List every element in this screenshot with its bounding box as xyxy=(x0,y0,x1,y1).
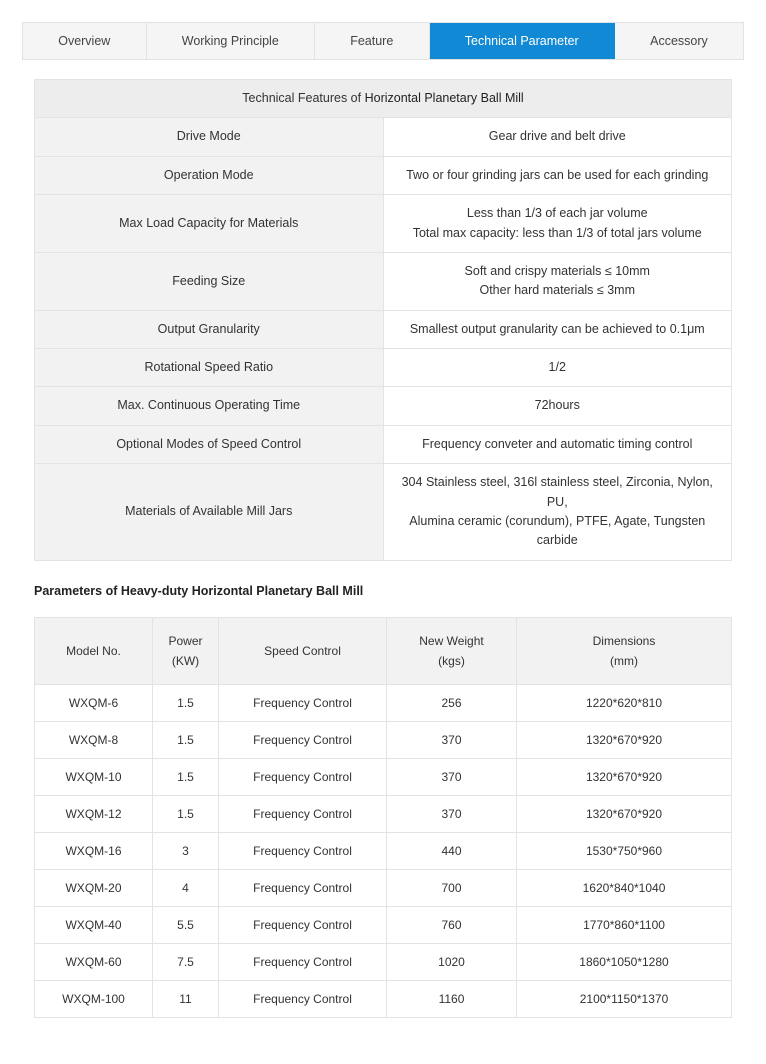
table-row xyxy=(35,981,732,1018)
table-row xyxy=(35,425,732,463)
table-row xyxy=(35,118,732,156)
cell-power: 5.5 xyxy=(153,907,219,944)
cell-power: 1.5 xyxy=(153,722,219,759)
cell-dimensions: 2100*1150*1370 xyxy=(517,981,732,1018)
table-row xyxy=(35,156,732,194)
cell-dimensions: 1860*1050*1280 xyxy=(517,944,732,981)
table-row xyxy=(35,464,732,561)
spec-row-value-line: Alumina ceramic (corundum), PTFE, Agate, Tungsten carbide xyxy=(409,513,706,548)
spec-row-value-line: Total max capacity: less than 1/3 of total jars volume xyxy=(412,225,702,240)
technical-features-table xyxy=(34,79,732,561)
column-header-main: Dimensions xyxy=(592,633,656,648)
spec-row-label: Max. Continuous Operating Time xyxy=(35,387,384,425)
cell-power: 7.5 xyxy=(153,944,219,981)
cell-model: WXQM-16 xyxy=(35,833,153,870)
table-row xyxy=(35,349,732,387)
cell-speed: Frequency Control xyxy=(219,981,387,1018)
spec-row-label: Rotational Speed Ratio xyxy=(35,349,384,387)
cell-weight: 760 xyxy=(387,907,517,944)
spec-row-value xyxy=(383,387,732,425)
spec-row-value xyxy=(383,464,732,561)
cell-dimensions: 1320*670*920 xyxy=(517,759,732,796)
spec-row-value-line: Gear drive and belt drive xyxy=(488,129,626,144)
cell-model: WXQM-6 xyxy=(35,685,153,722)
title-prefix: Technical Features of xyxy=(242,91,365,105)
technical-features-table-wrapper xyxy=(34,79,732,561)
cell-weight: 370 xyxy=(387,722,517,759)
parameters-table xyxy=(34,617,732,1019)
cell-dimensions: 1220*620*810 xyxy=(517,685,732,722)
table-row xyxy=(35,310,732,348)
cell-weight: 1160 xyxy=(387,981,517,1018)
table-row xyxy=(35,944,732,981)
column-header-unit: (KW) xyxy=(171,654,200,669)
tab-accessory[interactable]: Accessory xyxy=(650,34,708,48)
spec-row-value xyxy=(383,349,732,387)
spec-row-value-line: Other hard materials ≤ 3mm xyxy=(479,283,636,298)
cell-power: 1.5 xyxy=(153,796,219,833)
column-header xyxy=(153,617,219,685)
table-row xyxy=(35,722,732,759)
cell-model: WXQM-60 xyxy=(35,944,153,981)
spec-row-label: Output Granularity xyxy=(35,310,384,348)
technical-features-title xyxy=(35,80,732,118)
spec-row-label: Feeding Size xyxy=(35,252,384,310)
cell-weight: 370 xyxy=(387,759,517,796)
spec-row-value-line: Two or four grinding jars can be used for each grinding xyxy=(406,167,709,182)
column-header-unit: (mm) xyxy=(610,654,638,669)
column-header xyxy=(387,617,517,685)
column-header-main: Model No. xyxy=(66,643,121,658)
spec-row-label: Optional Modes of Speed Control xyxy=(35,425,384,463)
cell-power: 4 xyxy=(153,870,219,907)
tab-working-principle[interactable]: Working Principle xyxy=(147,23,315,59)
spec-row-value xyxy=(383,425,732,463)
table-row xyxy=(35,833,732,870)
cell-speed: Frequency Control xyxy=(219,944,387,981)
spec-row-label: Drive Mode xyxy=(35,118,384,156)
spec-row-value xyxy=(383,118,732,156)
cell-weight: 440 xyxy=(387,833,517,870)
cell-weight: 1020 xyxy=(387,944,517,981)
cell-model: WXQM-10 xyxy=(35,759,153,796)
column-header-main: Speed Control xyxy=(264,643,341,658)
table-row xyxy=(35,870,732,907)
spec-row-label: Operation Mode xyxy=(35,156,384,194)
table-row xyxy=(35,907,732,944)
parameters-section-heading: Parameters of Heavy-duty Horizontal Planetary Ball Mill xyxy=(34,583,364,598)
table-row xyxy=(35,252,732,310)
spec-row-value-line: 304 Stainless steel, 316l stainless steel, Zirconia, Nylon, PU, xyxy=(401,475,713,509)
technical-features-title-row xyxy=(35,80,732,118)
cell-speed: Frequency Control xyxy=(219,722,387,759)
spec-row-value-line: Less than 1/3 of each jar volume xyxy=(466,206,648,221)
spec-row-value-line: Soft and crispy materials ≤ 10mm xyxy=(464,263,650,278)
parameters-table-wrapper xyxy=(34,617,732,1019)
spec-row-value-line: 1/2 xyxy=(548,360,566,374)
cell-model: WXQM-8 xyxy=(35,722,153,759)
cell-model: WXQM-20 xyxy=(35,870,153,907)
cell-dimensions: 1320*670*920 xyxy=(517,796,732,833)
cell-speed: Frequency Control xyxy=(219,833,387,870)
spec-row-label: Max Load Capacity for Materials xyxy=(35,195,384,253)
table-row xyxy=(35,387,732,425)
cell-power: 3 xyxy=(153,833,219,870)
column-header xyxy=(219,617,387,685)
cell-dimensions: 1530*750*960 xyxy=(517,833,732,870)
spec-row-value xyxy=(383,252,732,310)
table-row xyxy=(35,685,732,722)
cell-weight: 370 xyxy=(387,796,517,833)
cell-speed: Frequency Control xyxy=(219,870,387,907)
cell-power: 1.5 xyxy=(153,759,219,796)
column-header xyxy=(35,617,153,685)
spec-row-value xyxy=(383,310,732,348)
spec-row-value-line: Smallest output granularity can be achieved to 0.1μm xyxy=(409,321,705,336)
cell-dimensions: 1770*860*1100 xyxy=(517,907,732,944)
spec-row-value xyxy=(383,195,732,253)
cell-model: WXQM-100 xyxy=(35,981,153,1018)
cell-weight: 256 xyxy=(387,685,517,722)
column-header-main: Power xyxy=(168,633,203,648)
cell-weight: 700 xyxy=(387,870,517,907)
tab-technical-parameter[interactable]: Technical Parameter xyxy=(430,23,615,59)
spec-row-value xyxy=(383,156,732,194)
cell-dimensions: 1320*670*920 xyxy=(517,722,732,759)
cell-speed: Frequency Control xyxy=(219,907,387,944)
cell-power: 11 xyxy=(153,981,219,1018)
tab-bar xyxy=(22,22,744,60)
table-row xyxy=(35,796,732,833)
tab-feature[interactable]: Feature xyxy=(315,23,430,59)
column-header xyxy=(517,617,732,685)
tab-overview[interactable]: Overview xyxy=(23,23,147,59)
spec-row-value-line: 72hours xyxy=(534,398,580,413)
cell-model: WXQM-12 xyxy=(35,796,153,833)
title-highlight: Horizontal Planetary Ball Mill xyxy=(364,91,524,105)
cell-speed: Frequency Control xyxy=(219,685,387,722)
parameters-table-header-row xyxy=(35,617,732,685)
cell-speed: Frequency Control xyxy=(219,796,387,833)
cell-power: 1.5 xyxy=(153,685,219,722)
column-header-main: New Weight xyxy=(419,633,484,648)
table-row xyxy=(35,195,732,253)
table-row xyxy=(35,759,732,796)
cell-model: WXQM-40 xyxy=(35,907,153,944)
cell-speed: Frequency Control xyxy=(219,759,387,796)
spec-row-value-line: Frequency conveter and automatic timing control xyxy=(422,436,693,451)
cell-dimensions: 1620*840*1040 xyxy=(517,870,732,907)
spec-row-label: Materials of Available Mill Jars xyxy=(35,464,384,561)
column-header-unit: (kgs) xyxy=(438,654,465,669)
